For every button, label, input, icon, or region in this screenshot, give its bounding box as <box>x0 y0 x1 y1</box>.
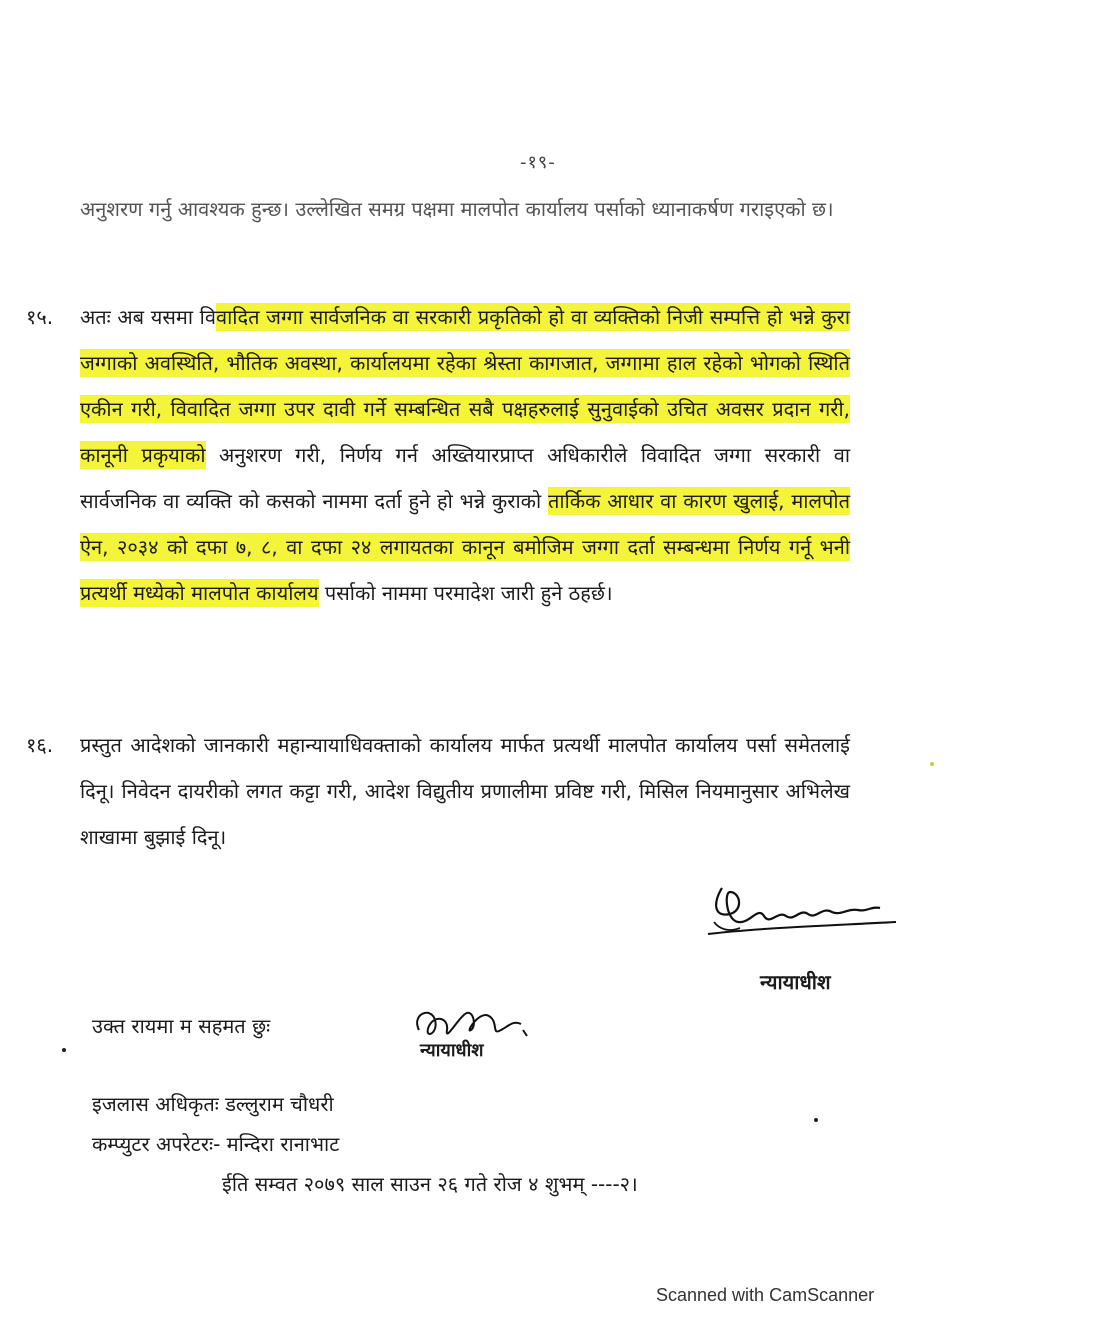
highlight-2: तार्किक आधार वा कारण खुलाई, मालपोत ऐन, २०३४ को दफा ७, ८, वा दफा २४ लगायतका कानून बमोजिम जग्गा दर्ता सम्बन्धमा निर्णय गर्नू भनी प्रत्यर्थी मध्येको मालपोत कार्यालय <box>80 489 850 605</box>
scan-speck <box>814 1118 818 1122</box>
page-number: -१९- <box>520 152 556 173</box>
second-judge-title: न्यायाधीश <box>420 1040 484 1061</box>
scanner-watermark: Scanned with CamScanner <box>656 1285 875 1305</box>
court-officer-line: इजलास अधिकृतः डल्लुराम चौधरी <box>92 1092 334 1116</box>
paragraph-15-middle: अनुशरण गरी, निर्णय गर्न अख्तियारप्राप्त अधिकारीले विवादित जग्गा सरकारी वा सार्वजनिक वा व्यक्ति को कसको नाममा दर्ता हुने हो भन्ने कुराको <box>80 443 851 513</box>
paragraph-continuation: अनुशरण गर्नु आवश्यक हुन्छ। उल्लेखित समग्र पक्षमा मालपोत कार्यालय पर्साको ध्यानाकर्षण गराइएको छ। <box>80 197 834 221</box>
judge-title: न्यायाधीश <box>760 970 831 994</box>
paragraph-15-number: १५. <box>26 305 54 329</box>
date-line: ईति सम्वत २०७९ साल साउन २६ गते रोज ४ शुभम् ----२। <box>222 1172 638 1196</box>
paragraph-15-end: पर्साको नाममा परमादेश जारी हुने ठहर्छ। <box>318 581 613 605</box>
concurrence-statement: उक्त रायमा म सहमत छुः <box>92 1014 271 1038</box>
paragraph-15-start: अतः अब यसमा वि <box>80 305 216 329</box>
scan-speck <box>930 762 934 766</box>
scan-speck <box>62 1048 66 1052</box>
computer-operator-line: कम्प्युटर अपरेटरः- मन्दिरा रानाभाट <box>92 1132 340 1156</box>
paragraph-16-number: १६. <box>26 733 54 757</box>
paragraph-16: प्रस्तुत आदेशको जानकारी महान्यायाधिवक्ताको कार्यालय मार्फत प्रत्यर्थी मालपोत कार्यालय पर्सा समेतलाई दिनू। निवेदन दायरीको लगत कट्टा गरी, आदेश विद्युतीय प्रणालीमा प्रविष्ट गरी, मिसिल नियमानुसार अभिलेख शाखामा बुझाई दिनू। <box>80 733 850 849</box>
judge-signature <box>700 870 900 950</box>
paragraph-15 <box>80 294 850 616</box>
highlight-1: वादित जग्गा सार्वजनिक वा सरकारी प्रकृतिको हो वा व्यक्तिको निजी सम्पत्ति हो भन्ने कुरा जग्गाको अवस्थिति, भौतिक अवस्था, कार्यालयमा रहेका श्रेस्ता कागजात, जग्गामा हाल रहेको भोगको स्थिति एकीन गरी, विवादित जग्गा उपर दावी गर्ने सम्बन्धित सबै पक्षहरुलाई सुनुवाईको उचित अवसर प्रदान गरी, कानूनी प्रकृयाको <box>80 305 850 467</box>
